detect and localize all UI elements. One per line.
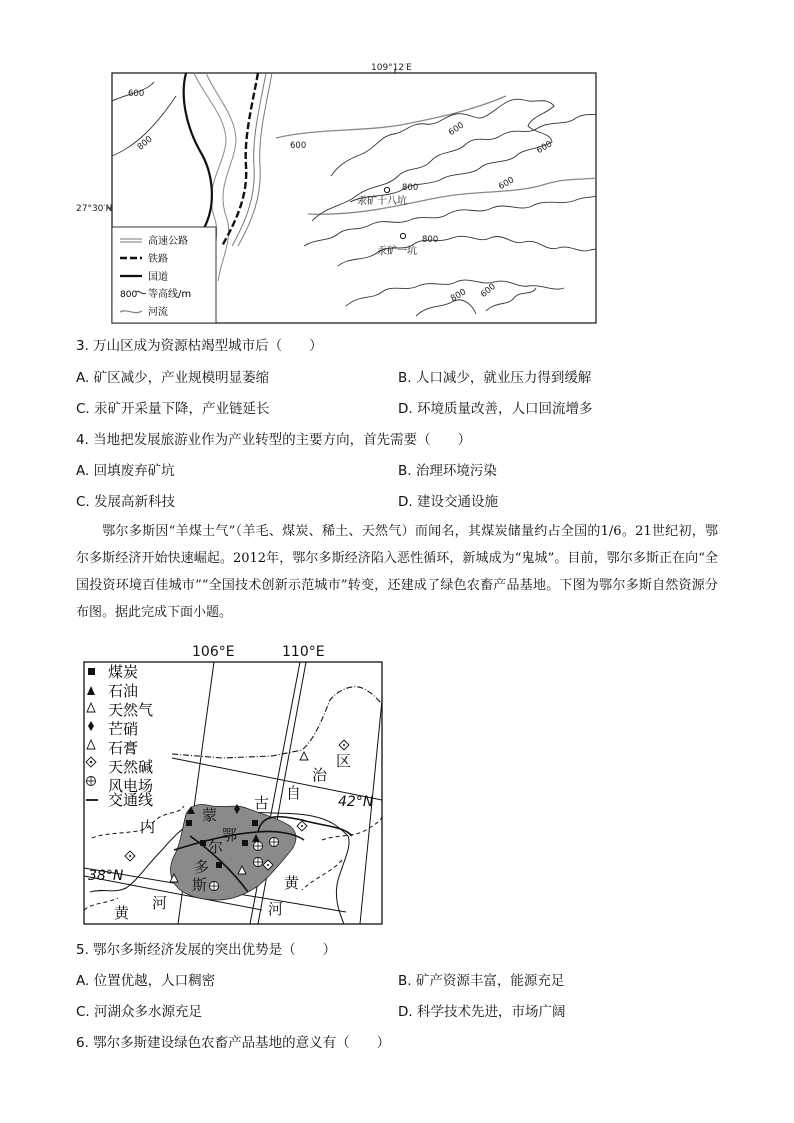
legend-national-road: 国道 bbox=[148, 272, 168, 283]
legend-gas: 天然气 bbox=[108, 701, 154, 719]
region-char: 治 bbox=[312, 766, 328, 784]
coal-icon bbox=[186, 820, 192, 826]
coal-icon bbox=[252, 820, 258, 826]
q5-option-b[interactable]: B. 矿产资源丰富，能源充足 bbox=[398, 973, 565, 989]
legend-contour: 等高线/m bbox=[148, 289, 192, 300]
map2-lon1: 106°E bbox=[192, 644, 235, 660]
stream bbox=[276, 96, 506, 138]
mine-site-label: 汞矿十八坑 bbox=[357, 196, 407, 207]
coal-icon bbox=[242, 840, 248, 846]
q5-option-d[interactable]: D. 科学技术先进，市场广阔 bbox=[398, 1004, 566, 1020]
contour-label: 600 bbox=[497, 175, 517, 193]
contour-label: 600 bbox=[290, 141, 307, 151]
coal-icon bbox=[200, 840, 206, 846]
legend-railway: 铁路 bbox=[148, 254, 168, 265]
q5-option-a[interactable]: A. 位置优越，人口稠密 bbox=[76, 973, 216, 989]
question-5-stem: 5. 鄂尔多斯经济发展的突出优势是（ ） bbox=[76, 942, 337, 958]
question-6-stem: 6. 鄂尔多斯建设绿色农畜产品基地的意义有（ ） bbox=[76, 1035, 391, 1051]
contour-label: 800 bbox=[449, 287, 469, 305]
region-char: 区 bbox=[336, 752, 352, 770]
contour-label: 600 bbox=[447, 120, 467, 139]
map1-lat-label: 27°30′N bbox=[76, 204, 113, 214]
stream bbox=[308, 178, 596, 214]
river-char: 黄 bbox=[284, 874, 300, 892]
region-char: 内 bbox=[140, 818, 156, 836]
contour-label: 800 bbox=[402, 183, 419, 193]
region-char: 蒙 bbox=[202, 806, 218, 824]
q3-option-a[interactable]: A. 矿区减少，产业规模明显萎缩 bbox=[76, 370, 270, 386]
city-char: 鄂 bbox=[222, 826, 238, 844]
q5-option-c[interactable]: C. 河湖众多水源充足 bbox=[76, 1004, 203, 1020]
river-char: 河 bbox=[268, 900, 284, 918]
highway-line bbox=[232, 73, 266, 246]
q4-option-b[interactable]: B. 治理环境污染 bbox=[398, 463, 497, 479]
legend-gypsum: 石膏 bbox=[108, 739, 139, 757]
legend-oil: 石油 bbox=[108, 682, 139, 700]
contour-label: 600 bbox=[535, 139, 555, 157]
contour-label: 800 bbox=[135, 134, 155, 153]
region-char: 自 bbox=[286, 784, 302, 802]
q4-option-d[interactable]: D. 建设交通设施 bbox=[398, 494, 498, 510]
topographic-map bbox=[76, 56, 610, 328]
legend-river: 河流 bbox=[148, 307, 168, 318]
q4-option-a[interactable]: A. 回填废弃矿坑 bbox=[76, 463, 175, 479]
contour-label: 600 bbox=[128, 89, 145, 99]
legend-wind: 风电场 bbox=[108, 777, 154, 795]
contour-line bbox=[331, 99, 554, 202]
legend-trona: 天然碱 bbox=[108, 758, 154, 776]
mine-site-marker bbox=[400, 233, 405, 238]
map1-lon-label: 109°12′E bbox=[371, 63, 412, 73]
map2-lat1: 42°N bbox=[338, 794, 374, 810]
ordos-resource-map bbox=[82, 640, 384, 928]
city-char: 多 bbox=[194, 858, 210, 876]
q3-option-c[interactable]: C. 汞矿开采量下降，产业链延长 bbox=[76, 401, 270, 417]
legend-coal: 煤炭 bbox=[108, 663, 139, 681]
question-4-stem: 4. 当地把发展旅游业作为产业转型的主要方向，首先需要（ ） bbox=[76, 432, 472, 448]
legend-mirabilite: 芒硝 bbox=[108, 720, 139, 738]
coal-icon bbox=[88, 668, 95, 675]
q3-option-d[interactable]: D. 环境质量改善，人口回流增多 bbox=[398, 401, 593, 417]
reading-passage bbox=[76, 518, 718, 626]
city-char: 斯 bbox=[192, 876, 208, 894]
map1-legend bbox=[112, 227, 216, 323]
legend-highway: 高速公路 bbox=[148, 236, 188, 247]
contour-label: 800 bbox=[422, 235, 439, 245]
q3-option-b[interactable]: B. 人口减少，就业压力得到缓解 bbox=[398, 370, 592, 386]
region-char: 古 bbox=[254, 794, 270, 812]
river-char: 黄 bbox=[114, 904, 130, 922]
legend-transport: 交通线 bbox=[108, 791, 154, 809]
contour-label: 600 bbox=[479, 281, 498, 300]
question-3-stem: 3. 万山区成为资源枯竭型城市后（ ） bbox=[76, 338, 323, 354]
mine-site-label: 汞矿一坑 bbox=[377, 246, 417, 257]
legend-contour-value: 800 bbox=[120, 290, 138, 300]
city-char: 尔 bbox=[208, 838, 224, 856]
mine-site-marker bbox=[384, 187, 389, 192]
coal-icon bbox=[216, 862, 222, 868]
map2-lon2: 110°E bbox=[282, 644, 325, 660]
passage-text: 鄂尔多斯因“羊煤土气”（羊毛、煤炭、稀土、天然气）而闻名，其煤炭储量约占全国的1/6。21世纪初，鄂尔多斯经济开始快速崛起。2012年，鄂尔多斯经济陷入恶性循环，新城成为“鬼城”。目前，鄂尔多斯正在向“全国投资环境百佳城市”“全国技术创新示范城市”转变，还建成了绿色农畜产品基地。下图为鄂尔多斯自然资源分布图。据此完成下面小题。 bbox=[76, 524, 718, 620]
map2-lat2: 38°N bbox=[88, 868, 124, 884]
river-char: 河 bbox=[152, 894, 168, 912]
q4-option-c[interactable]: C. 发展高新科技 bbox=[76, 494, 176, 510]
